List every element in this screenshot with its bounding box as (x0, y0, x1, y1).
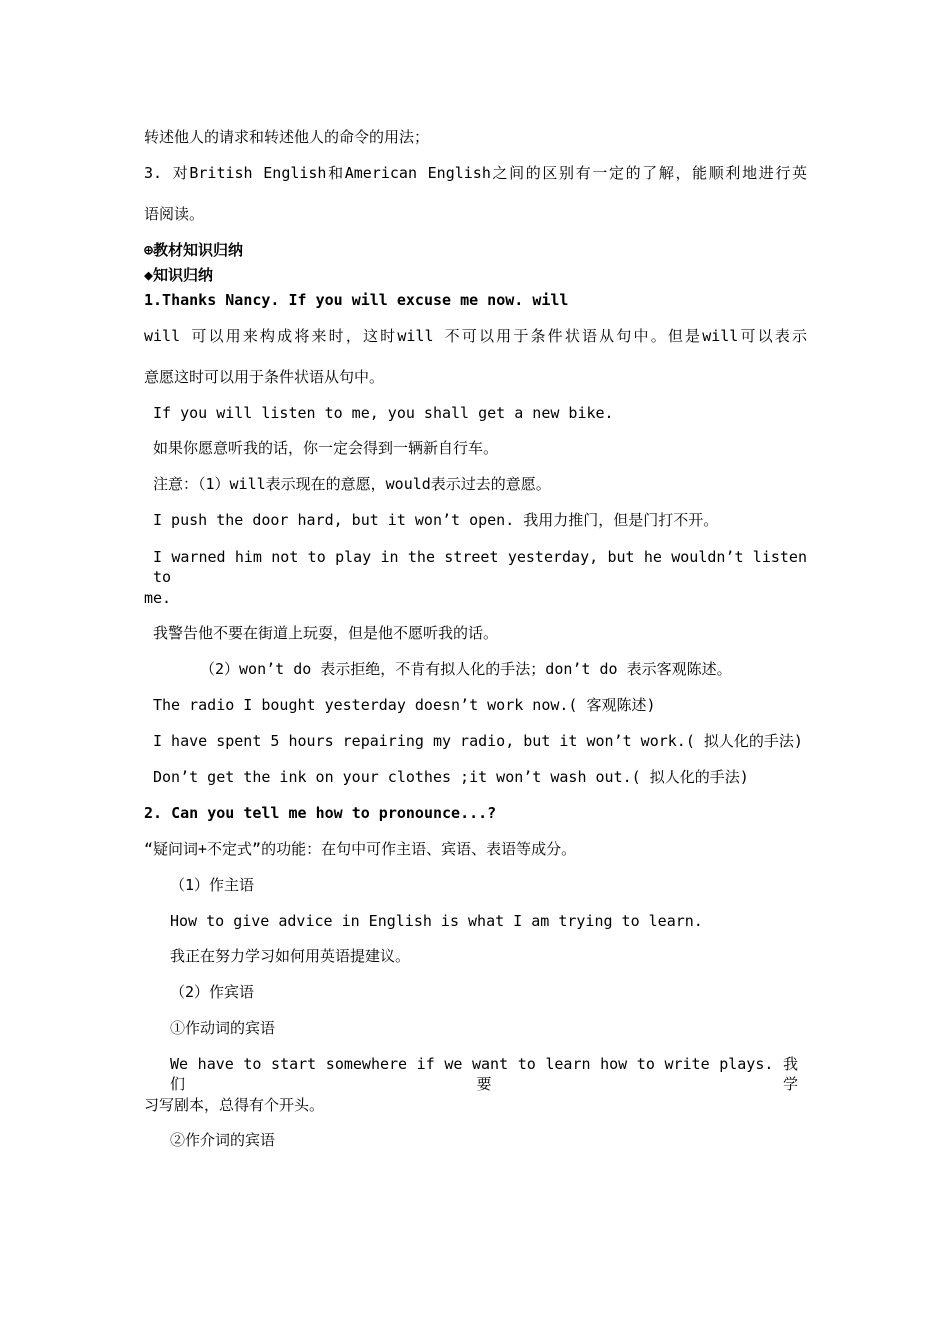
note-line: 注意：（1）will表示现在的意愿，would表示过去的意愿。 (153, 475, 551, 493)
text-line: 转述他人的请求和转述他人的命令的用法； (144, 128, 430, 146)
text-line: 习写剧本，总得有个开头。 (144, 1096, 325, 1114)
example-sentence: If you will listen to me, you shall get a new bike. (153, 404, 614, 422)
point-heading: 2. Can you tell me how to pronounce...? (144, 804, 497, 822)
sub-item-label: ①作动词的宾语 (170, 1019, 276, 1037)
translation-line: 我正在努力学习如何用英语提建议。 (170, 947, 411, 965)
text-line: me. (144, 589, 172, 607)
sub-item-label: ②作介词的宾语 (170, 1131, 276, 1149)
example-sentence: Don’t get the ink on your clothes ;it won’t wash out.( 拟人化的手法) (153, 768, 749, 786)
subsection-heading: ◆知识归纳 (144, 266, 214, 284)
text-line: 语阅读。 (144, 205, 205, 223)
translation-line: 我警告他不要在街道上玩耍，但是他不愿听我的话。 (153, 624, 499, 642)
example-sentence: I have spent 5 hours repairing my radio, but it won’t work.( 拟人化的手法) (153, 732, 803, 750)
text-line: “疑问词+不定式”的功能：在句中可作主语、宾语、表语等成分。 (144, 840, 577, 858)
text-line: 3. 对British English和American English之间的区别有一定的了解，能顺利地进行英 (144, 164, 807, 182)
example-sentence: The radio I bought yesterday doesn’t work now.( 客观陈述) (153, 696, 656, 714)
example-sentence: I warned him not to play in the street yesterday, but he wouldn’t listen to (153, 548, 807, 586)
section-heading: ⊕教材知识归纳 (144, 241, 244, 259)
translation-line: 如果你愿意听我的话，你一定会得到一辆新自行车。 (153, 439, 499, 457)
text-line: 意愿这时可以用于条件状语从句中。 (144, 368, 385, 386)
example-sentence: How to give advice in English is what I am trying to learn. (170, 912, 703, 930)
note-line: （2）won’t do 表示拒绝，不肯有拟人化的手法；don’t do 表示客观陈述。 (200, 660, 732, 678)
sub-item-label: （2）作宾语 (170, 983, 255, 1001)
example-sentence: We have to start somewhere if we want to learn how to write plays. 我们要学 (170, 1055, 798, 1093)
text-line: will 可以用来构成将来时，这时will 不可以用于条件状语从句中。但是will可以表示 (144, 327, 807, 345)
point-heading: 1.Thanks Nancy. If you will excuse me now. will (144, 291, 569, 309)
sub-item-label: （1）作主语 (170, 876, 255, 894)
example-sentence: I push the door hard, but it won’t open. 我用力推门，但是门打不开。 (153, 511, 719, 529)
